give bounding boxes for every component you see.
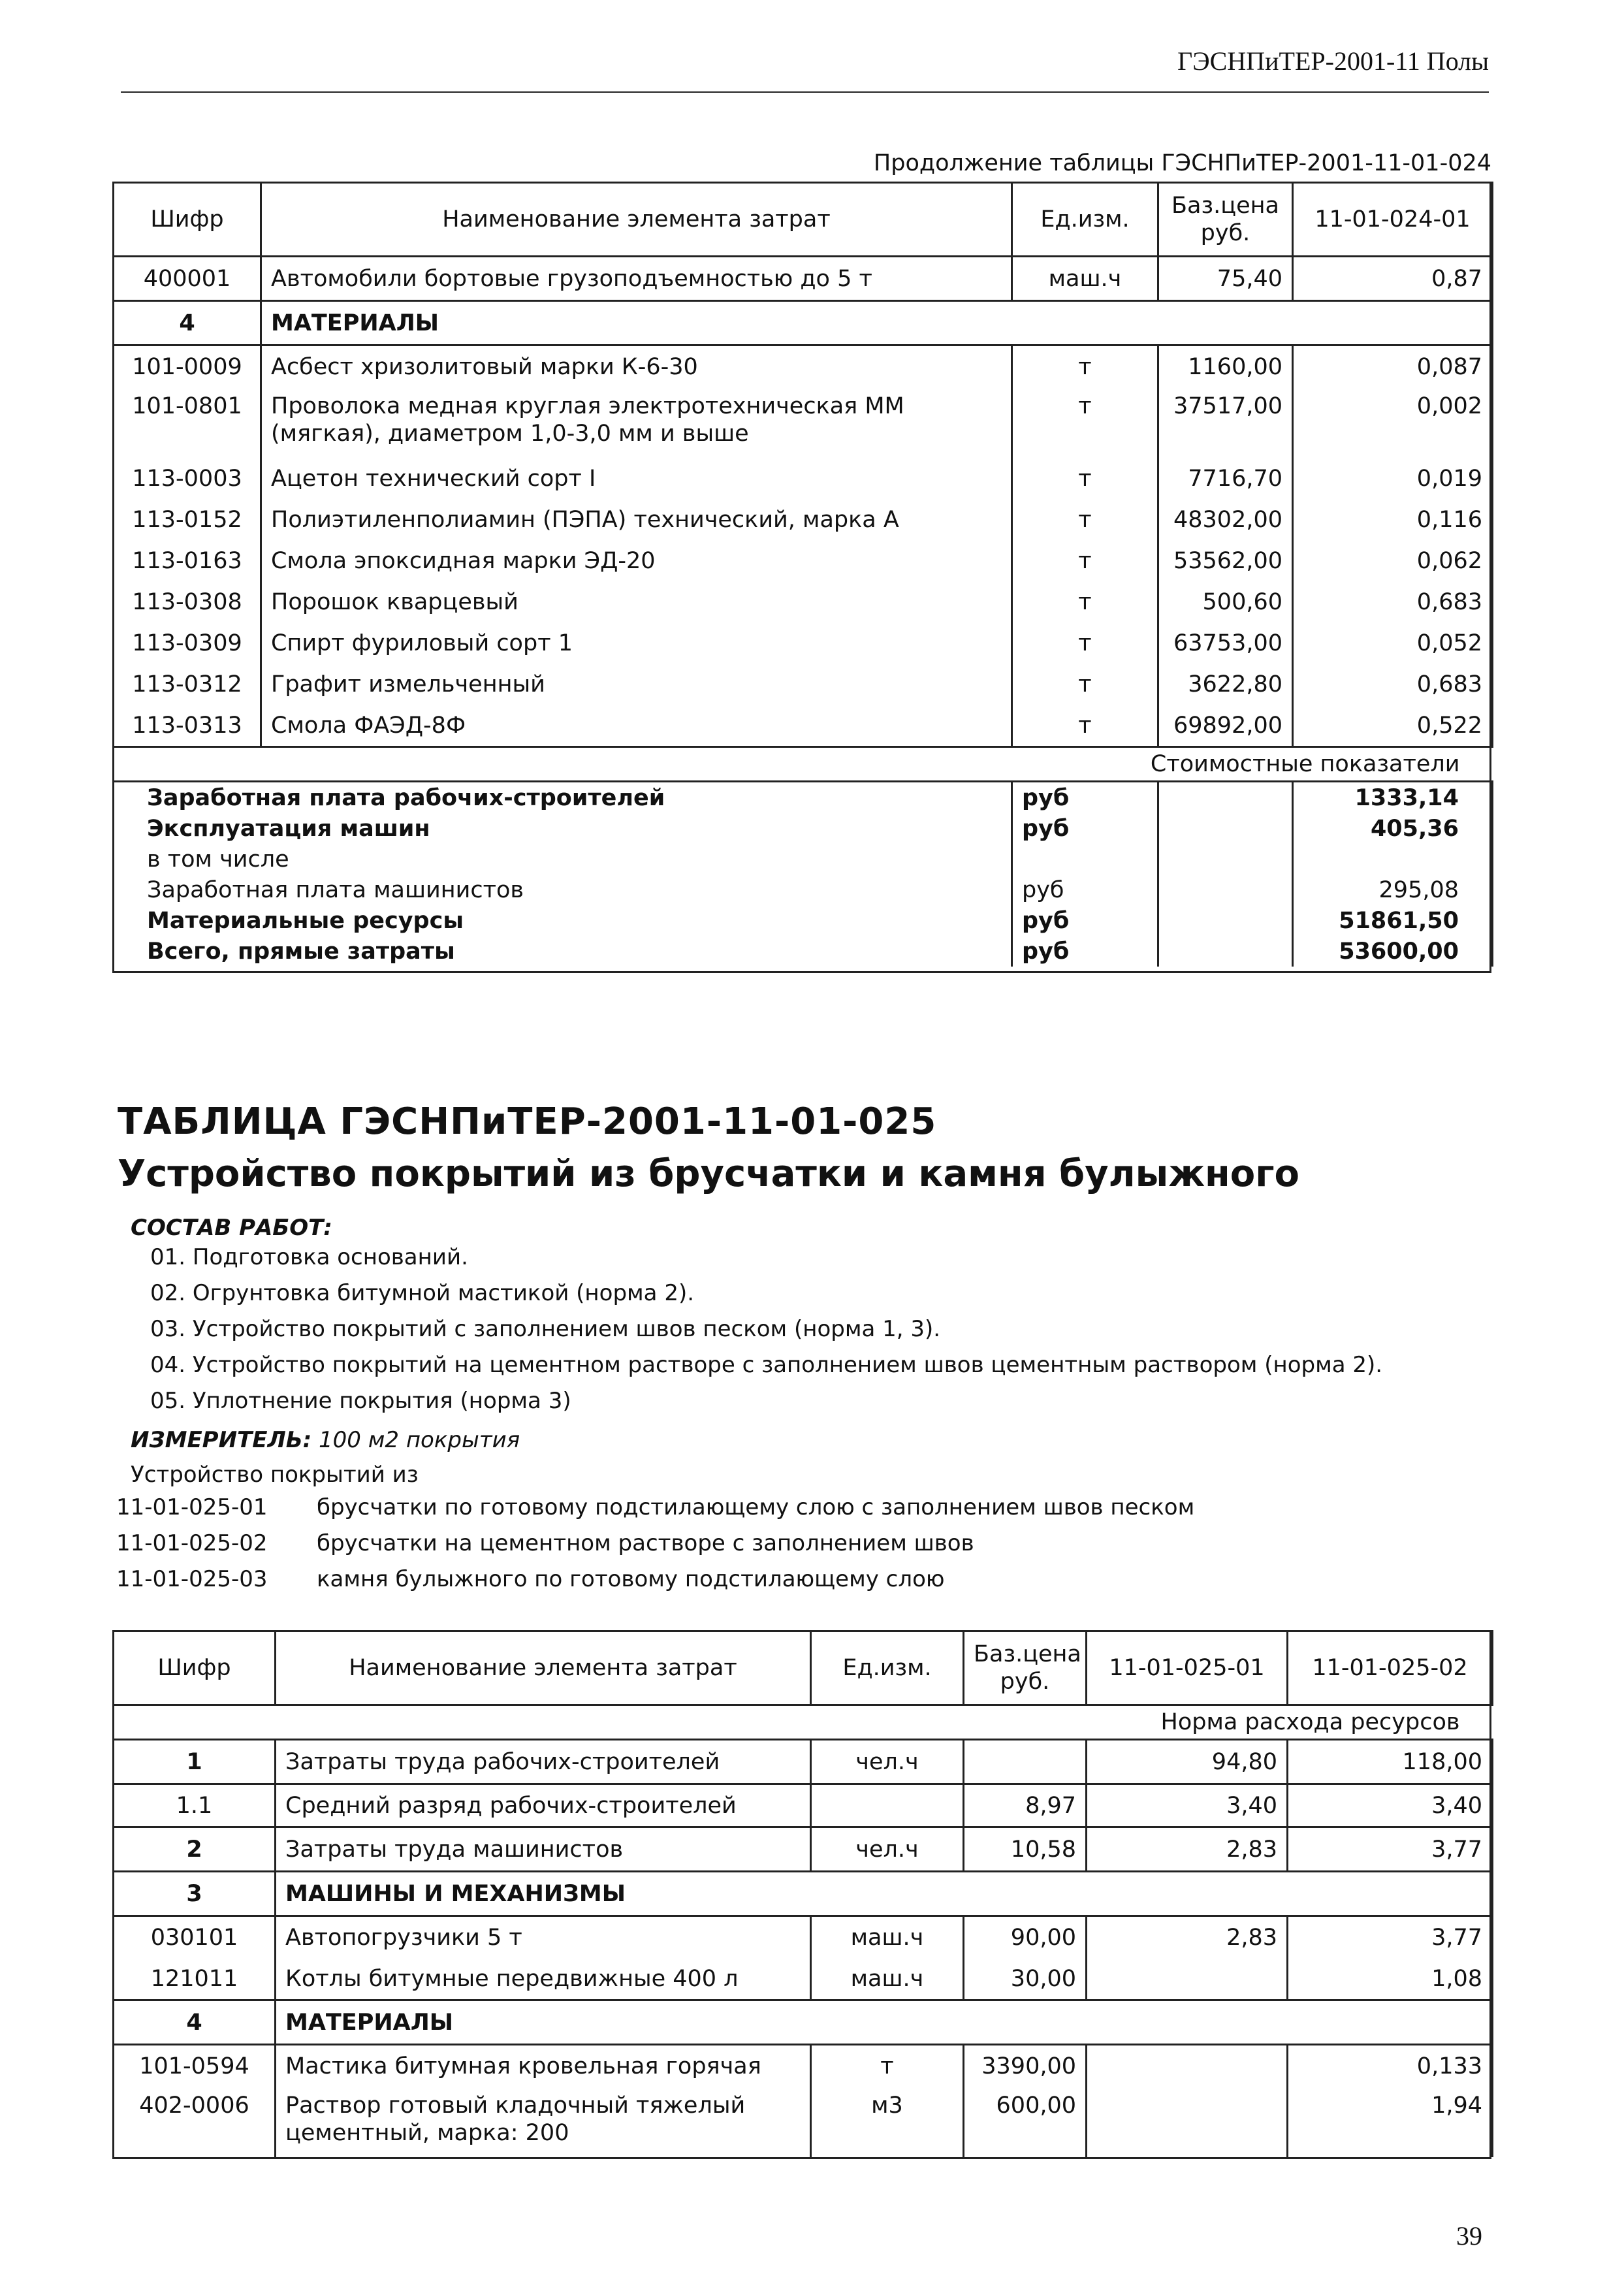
cell-value-02: 1,08: [1288, 1958, 1493, 2000]
column-header: Баз.цена руб.: [964, 1631, 1087, 1705]
total-value: 1333,14: [1293, 782, 1493, 814]
table-row: [114, 540, 1493, 581]
cell-code: 400001: [114, 257, 261, 301]
cell-price: 1160,00: [1158, 345, 1293, 388]
cell-unit: т: [1012, 705, 1158, 747]
total-value: 405,36: [1293, 813, 1493, 844]
cell-name: Смола эпоксидная марки ЭД-20: [261, 540, 1012, 581]
cell-price: 3622,80: [1158, 664, 1293, 705]
table-row: [114, 257, 1493, 301]
meter-label: ИЗМЕРИТЕЛЬ:: [131, 1427, 312, 1453]
column-header: Ед.изм.: [1012, 183, 1158, 257]
cell-value: 0,019: [1293, 458, 1493, 499]
table-row: [114, 345, 1493, 388]
cell-code: 113-0309: [114, 622, 261, 664]
cell-code: 113-0313: [114, 705, 261, 747]
cell-name: Порошок кварцевый: [261, 581, 1012, 622]
total-value: 53600,00: [1293, 936, 1493, 967]
work-item: 05. Уплотнение покрытия (норма 3): [150, 1388, 571, 1414]
cell-value-02: 3,77: [1288, 1827, 1493, 1872]
table-row: [114, 1827, 1493, 1872]
cell-name: Затраты труда машинистов: [276, 1827, 811, 1872]
table-row: [114, 581, 1493, 622]
variant-code: 11-01-025-01: [116, 1494, 268, 1520]
cell-price: 500,60: [1158, 581, 1293, 622]
cell-name: Полиэтиленполиамин (ПЭПА) технический, марка А: [261, 499, 1012, 540]
column-header: Шифр: [114, 183, 261, 257]
column-header: Шифр: [114, 1631, 276, 1705]
section-row: [114, 1872, 1493, 1916]
total-price: [1158, 936, 1293, 967]
cell-unit: т: [1012, 345, 1158, 388]
total-unit: руб: [1012, 813, 1158, 844]
measurement-unit: [131, 1427, 520, 1453]
cell-name: Проволока медная круглая электротехническая ММ (мягкая), диаметром 1,0-3,0 мм и выше: [261, 387, 1012, 458]
cost-caption-row: [114, 747, 1493, 782]
table-row: [114, 1958, 1493, 2000]
cell-unit: т: [1012, 458, 1158, 499]
cell-name: Смола ФАЭД-8Ф: [261, 705, 1012, 747]
total-label: Всего, прямые затраты: [114, 936, 1012, 967]
table-row: [114, 387, 1493, 458]
cell-value-01: 3,40: [1087, 1784, 1288, 1827]
table-row: [114, 2045, 1493, 2087]
cell-unit: т: [1012, 499, 1158, 540]
cost-caption: Стоимостные показатели: [114, 747, 1493, 782]
table-row: [114, 1784, 1493, 1827]
total-label: Заработная плата рабочих-строителей: [114, 782, 1012, 814]
cell-code: 113-0003: [114, 458, 261, 499]
cell-unit: маш.ч: [1012, 257, 1158, 301]
total-unit: руб: [1012, 936, 1158, 967]
cell-value-02: 3,40: [1288, 1784, 1493, 1827]
cell-name: Раствор готовый кладочный тяжелый цементный, марка: 200: [276, 2087, 811, 2157]
cell-code: 101-0594: [114, 2045, 276, 2087]
cell-name: Котлы битумные передвижные 400 л: [276, 1958, 811, 2000]
cell-value: 0,683: [1293, 664, 1493, 705]
work-item: 01. Подготовка оснований.: [150, 1244, 468, 1270]
table-title: ТАБЛИЦА ГЭСНПиТЕР-2001-11-01-025: [118, 1100, 937, 1143]
table-row: [114, 1916, 1493, 1959]
cell-price: 10,58: [964, 1827, 1087, 1872]
cell-value-01: 2,83: [1087, 1827, 1288, 1872]
cell-value: 0,002: [1293, 387, 1493, 458]
work-composition-label: СОСТАВ РАБОТ:: [131, 1215, 332, 1241]
cell-price: 37517,00: [1158, 387, 1293, 458]
cell-name: Асбест хризолитовый марки К-6-30: [261, 345, 1012, 388]
cell-value-01: 94,80: [1087, 1740, 1288, 1784]
table-header-row: [114, 183, 1493, 257]
cell-code: 030101: [114, 1916, 276, 1959]
cell-price: 63753,00: [1158, 622, 1293, 664]
table-row: [114, 458, 1493, 499]
cell-value: 0,522: [1293, 705, 1493, 747]
cell-code: 1.1: [114, 1784, 276, 1827]
meter-value: 100 м2 покрытия: [319, 1427, 520, 1453]
column-header: Наименование элемента затрат: [276, 1631, 811, 1705]
cell-name: Графит измельченный: [261, 664, 1012, 705]
cell-value-02: 118,00: [1288, 1740, 1493, 1784]
cell-unit: т: [1012, 387, 1158, 458]
section-title: МАШИНЫ И МЕХАНИЗМЫ: [276, 1872, 1493, 1916]
column-header: Баз.цена руб.: [1158, 183, 1293, 257]
cell-unit: м3: [811, 2087, 964, 2157]
cell-value-02: 3,77: [1288, 1916, 1493, 1959]
table-row: [114, 664, 1493, 705]
cell-value-01: [1087, 1958, 1288, 2000]
variants-intro: Устройство покрытий из: [131, 1462, 419, 1488]
cell-name: Мастика битумная кровельная горячая: [276, 2045, 811, 2087]
cell-price: 600,00: [964, 2087, 1087, 2157]
total-unit: руб: [1012, 782, 1158, 814]
total-price: [1158, 813, 1293, 844]
resource-table-025: [112, 1630, 1493, 2157]
cell-value: 0,052: [1293, 622, 1493, 664]
total-label: Эксплуатация машин: [114, 813, 1012, 844]
totals-row: [114, 782, 1493, 814]
cell-unit: [811, 1784, 964, 1827]
total-value: [1293, 844, 1493, 874]
cell-unit: маш.ч: [811, 1916, 964, 1959]
table-row: [114, 2087, 1493, 2157]
running-header: ГЭСНПиТЕР-2001-11 Полы: [1177, 46, 1489, 76]
total-value: 295,08: [1293, 874, 1493, 905]
cell-unit: т: [811, 2045, 964, 2087]
page-number: 39: [1456, 2221, 1482, 2251]
total-price: [1158, 844, 1293, 874]
table-continuation-label: Продолжение таблицы ГЭСНПиТЕР-2001-11-01-024: [873, 150, 1491, 176]
cell-code: 113-0308: [114, 581, 261, 622]
column-header: 11-01-025-02: [1288, 1631, 1493, 1705]
column-header: 11-01-024-01: [1293, 183, 1493, 257]
total-label: в том числе: [114, 844, 1012, 874]
column-header: Ед.изм.: [811, 1631, 964, 1705]
total-price: [1158, 874, 1293, 905]
total-value: 51861,50: [1293, 905, 1493, 936]
cell-unit: т: [1012, 540, 1158, 581]
cell-unit: чел.ч: [811, 1827, 964, 1872]
section-row-materials: [114, 301, 1493, 345]
cell-name: Спирт фуриловый сорт 1: [261, 622, 1012, 664]
variant-description: брусчатки на цементном растворе с заполнением швов: [317, 1530, 974, 1556]
resource-table-024: [112, 182, 1493, 967]
cell-code: 101-0009: [114, 345, 261, 388]
totals-row: [114, 844, 1493, 874]
table-subtitle: Устройство покрытий из брусчатки и камня булыжного: [118, 1153, 1299, 1195]
total-unit: [1012, 844, 1158, 874]
cell-name: Автопогрузчики 5 т: [276, 1916, 811, 1959]
cell-value-01: [1087, 2045, 1288, 2087]
cell-unit: чел.ч: [811, 1740, 964, 1784]
header-divider: [121, 91, 1489, 93]
cell-code: 113-0312: [114, 664, 261, 705]
cell-code: 1: [114, 1740, 276, 1784]
cell-price: 8,97: [964, 1784, 1087, 1827]
cell-value-01: [1087, 2087, 1288, 2157]
cell-name: Автомобили бортовые грузоподъемностью до 5 т: [261, 257, 1012, 301]
total-unit: руб: [1012, 874, 1158, 905]
cell-price: 7716,70: [1158, 458, 1293, 499]
total-label: Заработная плата машинистов: [114, 874, 1012, 905]
totals-row: [114, 936, 1493, 967]
cell-price: 75,40: [1158, 257, 1293, 301]
cell-unit: т: [1012, 664, 1158, 705]
cell-code: 113-0152: [114, 499, 261, 540]
cell-value: 0,87: [1293, 257, 1493, 301]
cell-price: 3390,00: [964, 2045, 1087, 2087]
section-title: МАТЕРИАЛЫ: [261, 301, 1493, 345]
cell-value-02: 1,94: [1288, 2087, 1493, 2157]
column-header: Наименование элемента затрат: [261, 183, 1012, 257]
cell-value-02: 0,133: [1288, 2045, 1493, 2087]
variant-description: камня булыжного по готовому подстилающему слою: [317, 1566, 945, 1592]
cell-value: 0,116: [1293, 499, 1493, 540]
cell-price: 90,00: [964, 1916, 1087, 1959]
cell-name: Ацетон технический сорт I: [261, 458, 1012, 499]
work-item: 02. Огрунтовка битумной мастикой (норма 2).: [150, 1280, 695, 1306]
variant-description: брусчатки по готовому подстилающему слою с заполнением швов песком: [317, 1494, 1195, 1520]
totals-row: [114, 874, 1493, 905]
norm-caption-row: [114, 1705, 1493, 1740]
cell-value: 0,062: [1293, 540, 1493, 581]
variant-code: 11-01-025-02: [116, 1530, 268, 1556]
cell-unit: т: [1012, 622, 1158, 664]
table-row: [114, 622, 1493, 664]
work-item: 03. Устройство покрытий с заполнением швов песком (норма 1, 3).: [150, 1316, 941, 1342]
cell-value-01: 2,83: [1087, 1916, 1288, 1959]
table-row: [114, 1740, 1493, 1784]
cell-price: [964, 1740, 1087, 1784]
cell-unit: т: [1012, 581, 1158, 622]
work-item: 04. Устройство покрытий на цементном растворе с заполнением швов цементным раствором (норма 2).: [150, 1352, 1383, 1378]
cell-price: 69892,00: [1158, 705, 1293, 747]
variant-code: 11-01-025-03: [116, 1566, 268, 1592]
cell-code: 402-0006: [114, 2087, 276, 2157]
cell-price: 53562,00: [1158, 540, 1293, 581]
section-number: 4: [114, 2000, 276, 2045]
totals-row: [114, 905, 1493, 936]
cell-unit: маш.ч: [811, 1958, 964, 2000]
cell-value: 0,087: [1293, 345, 1493, 388]
total-unit: руб: [1012, 905, 1158, 936]
totals-row: [114, 813, 1493, 844]
total-label: Материальные ресурсы: [114, 905, 1012, 936]
section-row: [114, 2000, 1493, 2045]
column-header: 11-01-025-01: [1087, 1631, 1288, 1705]
table-row: [114, 705, 1493, 747]
cell-code: 2: [114, 1827, 276, 1872]
cell-code: 121011: [114, 1958, 276, 2000]
total-price: [1158, 782, 1293, 814]
section-title: МАТЕРИАЛЫ: [276, 2000, 1493, 2045]
cell-value: 0,683: [1293, 581, 1493, 622]
cell-name: Средний разряд рабочих-строителей: [276, 1784, 811, 1827]
cell-price: 48302,00: [1158, 499, 1293, 540]
section-number: 3: [114, 1872, 276, 1916]
table-header-row: [114, 1631, 1493, 1705]
section-number: 4: [114, 301, 261, 345]
cell-code: 101-0801: [114, 387, 261, 458]
cell-name: Затраты труда рабочих-строителей: [276, 1740, 811, 1784]
table-row: [114, 499, 1493, 540]
norm-caption: Норма расхода ресурсов: [114, 1705, 1493, 1740]
cell-price: 30,00: [964, 1958, 1087, 2000]
total-price: [1158, 905, 1293, 936]
cell-code: 113-0163: [114, 540, 261, 581]
